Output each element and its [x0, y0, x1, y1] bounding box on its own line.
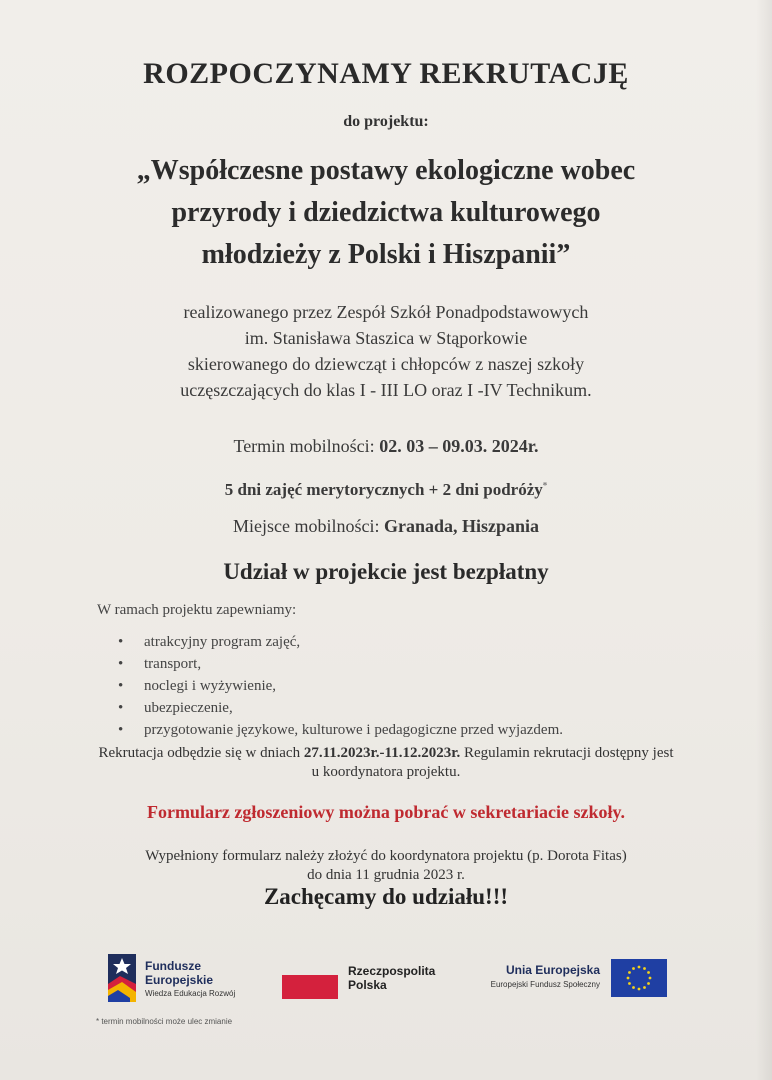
bullet-icon: •	[118, 656, 124, 672]
provides-intro: W ramach projektu zapewniamy:	[97, 602, 297, 618]
project-title-line: młodzieży z Polski i Hiszpanii”	[201, 239, 571, 270]
eu-star-icon	[632, 967, 635, 970]
eu-star-icon	[628, 971, 631, 974]
bullet-icon: •	[118, 634, 124, 650]
description-line: im. Stanisława Staszica w Stąporkowie	[244, 328, 528, 348]
project-description	[0, 299, 772, 403]
mobility-dates-value: 02. 03 – 09.03. 2024r.	[379, 436, 539, 456]
poster-subheading: do projektu:	[343, 113, 429, 130]
eu-star-icon	[647, 982, 650, 985]
project-title-line: przyrody i dziedzictwa kulturowego	[171, 197, 601, 228]
list-item	[118, 653, 563, 675]
project-title	[0, 150, 772, 276]
bullet-icon: •	[118, 700, 124, 716]
fe-line1: Fundusze	[145, 959, 201, 973]
rzeczpospolita-logo-text	[348, 964, 435, 992]
polish-flag-icon	[282, 975, 338, 999]
recruitment-suffix: Regulamin rekrutacji dostępny jest u koordynatora projektu.	[311, 745, 674, 780]
provides-list	[118, 631, 563, 741]
bullet-icon: •	[118, 678, 124, 694]
description-line: realizowanego przez Zespół Szkół Ponadpodstawowych	[183, 302, 589, 322]
call-to-action: Zachęcamy do udziału!!!	[263, 884, 509, 909]
submission-line: Wypełniony formularz należy złożyć do koordynatora projektu (p. Dorota Fitas)	[145, 848, 627, 864]
project-title-line: „Współczesne postawy ekologiczne wobec	[136, 155, 636, 186]
mobility-dates-label: Termin mobilności:	[233, 436, 380, 456]
mobility-place-value: Granada, Hiszpania	[383, 516, 539, 536]
pl-line1: Rzeczpospolita	[348, 964, 436, 978]
eu-star-icon	[638, 988, 641, 991]
submission-info	[0, 847, 772, 885]
eu-flag-icon	[611, 959, 667, 997]
mobility-days	[0, 480, 772, 500]
list-item-text: noclegi i wyżywienie,	[144, 678, 277, 694]
list-item	[118, 675, 563, 697]
eu-logo-text	[470, 963, 600, 989]
list-item	[118, 697, 563, 719]
description-line: skierowanego do dziewcząt i chłopców z naszej szkoły	[187, 354, 585, 374]
eu-star-icon	[649, 977, 652, 980]
poster-heading: ROZPOCZYNAMY REKRUTACJĘ	[143, 57, 629, 90]
ue-line2: Europejski Fundusz Społeczny	[490, 980, 600, 989]
fundusze-europejskie-logo-text	[145, 959, 235, 998]
footnote-mark: *	[542, 480, 548, 491]
list-item	[118, 631, 563, 653]
mobility-days-text: 5 dni zajęć merytorycznych + 2 dni podróży	[224, 480, 543, 499]
eu-star-icon	[647, 971, 650, 974]
submission-line: do dnia 11 grudnia 2023 r.	[307, 867, 465, 883]
footnote: * termin mobilności może ulec zmianie	[96, 1017, 233, 1026]
free-participation: Udział w projekcie jest bezpłatny	[223, 559, 549, 584]
recruitment-dates: 27.11.2023r.-11.12.2023r.	[303, 745, 461, 761]
list-item-text: atrakcyjny program zajęć,	[144, 634, 301, 650]
bullet-icon: •	[118, 722, 124, 738]
pl-line2: Polska	[348, 978, 387, 992]
fundusze-europejskie-icon	[108, 954, 136, 1002]
eu-star-icon	[643, 986, 646, 989]
fe-line3: Wiedza Edukacja Rozwój	[145, 989, 236, 998]
eu-star-icon	[632, 986, 635, 989]
mobility-place-label: Miejsce mobilności:	[232, 516, 384, 536]
fe-line2: Europejskie	[145, 973, 214, 987]
list-item	[118, 719, 563, 741]
recruitment-info	[0, 744, 772, 782]
eu-star-icon	[638, 966, 641, 969]
eu-star-icon	[643, 967, 646, 970]
mobility-place	[0, 516, 772, 537]
form-availability-note: Formularz zgłoszeniowy można pobrać w sekretariacie szkoły.	[146, 802, 626, 822]
ue-line1: Unia Europejska	[505, 963, 600, 977]
description-line: uczęszczających do klas I - III LO oraz I -IV Technikum.	[180, 380, 592, 400]
list-item-text: ubezpieczenie,	[144, 700, 233, 716]
list-item-text: transport,	[144, 656, 202, 672]
mobility-dates	[0, 436, 772, 457]
recruitment-prefix: Rekrutacja odbędzie się w dniach	[98, 745, 304, 761]
list-item-text: przygotowanie językowe, kulturowe i pedagogiczne przed wyjazdem.	[144, 722, 564, 738]
logo-bar	[0, 945, 772, 1015]
eu-star-icon	[628, 982, 631, 985]
eu-star-icon	[627, 977, 630, 980]
